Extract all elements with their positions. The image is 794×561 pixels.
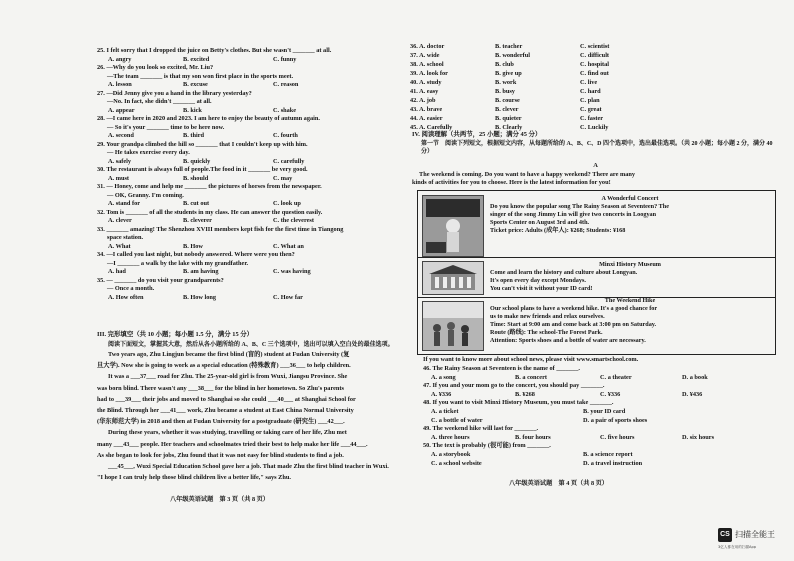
intro-line-1: The weekend is coming. Do you want to have a happy weekend? There are many <box>419 171 636 178</box>
intro-line-2: kinds of activities for you to choose. Here is the latest information for you! <box>412 179 611 186</box>
answer-option: C. funny <box>273 55 297 63</box>
answer-option: A. appear <box>108 106 135 114</box>
ad-line: Ticket price: Adults (成年人): ¥268; Students: ¥168 <box>490 227 626 234</box>
cloze-option: B. wonderful <box>495 52 530 59</box>
question-stem: 35. — _______ do you visit your grandparents? <box>97 276 224 284</box>
answer-option: B. How <box>183 242 203 250</box>
answer-option: D. a pair of sports shoes <box>583 416 648 424</box>
passage-line: was born blind. There wasn't any ___38___ for the blind in her hometown. So Zhu's parents <box>97 384 344 392</box>
answer-option: A. a storybook <box>431 451 471 458</box>
ad-line: Attention: Sports shoes and a bottle of water are necessary. <box>490 337 646 344</box>
cloze-option: B. teacher <box>495 43 523 50</box>
museum-photo <box>422 261 484 295</box>
question-stem: 30. The restaurant is always full of people.The food in it _______ be very good. <box>97 166 308 173</box>
question-stem-line2: space station. <box>107 234 144 241</box>
answer-option: C. five hours <box>600 433 635 441</box>
answer-option: C. shake <box>273 106 297 114</box>
passage-line: Two years ago, Zhu Lingjun became the first blind (盲的) student at Fudan University (复 <box>108 351 350 358</box>
answer-option: A. a ticket <box>431 408 459 415</box>
answer-option: B. a concert <box>515 373 547 381</box>
question-stem: 25. I felt sorry that I dropped the juice on Betty's clothes. But she wasn't _______ at all. <box>97 47 332 54</box>
cloze-option: B. quieter <box>495 115 522 122</box>
question-stem: 47. If you and your mom go to the concert, you should pay _______. <box>423 382 605 390</box>
answer-option: C. carefully <box>273 157 305 165</box>
answer-option: C. fourth <box>273 132 298 139</box>
question-stem-line2: — He takes exercise every day. <box>107 149 190 156</box>
camscanner-tagline: 3亿人都在用的扫描App <box>718 545 757 549</box>
cloze-option: 40. A. study <box>410 79 442 86</box>
question-stem-line2: — Once a month. <box>107 285 155 292</box>
section4-instructions: 第一节 阅读下列短文，根据短文内容，从每题所给的 A、B、C、D 四个选项中，选出最佳选项。（共 20 小题；每小题 2 分，满分 40 分） <box>421 141 773 155</box>
cloze-option: 44. A. easier <box>410 115 443 122</box>
answer-option: B. How long <box>183 293 217 301</box>
answer-option: D. six hours <box>682 433 715 441</box>
question-stem: 28. —I came here in 2020 and 2023. I am here to enjoy the beauty of autumn again. <box>97 115 320 122</box>
camscanner-name: 扫描全能王 <box>735 530 775 539</box>
camscanner-logo: CS <box>718 528 732 542</box>
cloze-option: C. faster <box>580 115 604 122</box>
question-stem: 26. —Why do you look so excited, Mr. Liu? <box>97 64 214 71</box>
ad-line: Sports Center on August 3rd and 4th. <box>490 219 590 226</box>
cloze-option: B. Clearly <box>495 124 523 131</box>
answer-option: C. was having <box>273 268 311 275</box>
answer-option: C. may <box>273 174 293 182</box>
answer-option: D. ¥436 <box>682 390 703 398</box>
answer-option: B. should <box>183 174 209 182</box>
ad-museum <box>490 261 770 293</box>
cloze-option: 41. A. easy <box>410 88 439 95</box>
passage-line: As she began to look for jobs, Zhu found that it was not easy for blind students to find a job. <box>97 451 344 459</box>
passage-line: It was a ___37___ road for Zhu. The 25-year-old girl is from Wuxi, Jiangsu Province. She <box>108 373 348 381</box>
passage-line: During these years, whether it was studying, travelling or taking care of her life, Zhu met <box>108 429 347 437</box>
answer-option: B. excuse <box>183 81 208 88</box>
cloze-option: B. give up <box>495 70 522 77</box>
cloze-option: 42. A. job <box>410 97 436 104</box>
answer-option: A. How often <box>108 293 144 301</box>
answer-option: D. a book <box>682 373 708 381</box>
passage-line: "I hope I can truly help those blind children live a better life," says Zhu. <box>97 474 291 482</box>
ad-line: Our school plans to have a weekend hike. It's a good chance for <box>490 305 658 312</box>
passage-line: 旦大学). Now she is going to work as a special education (特殊教育) ___36___ to help children. <box>97 362 351 370</box>
answer-option: B. am having <box>183 268 219 275</box>
answer-option: C. look up <box>273 200 301 207</box>
ad-line: Route (路线): The school-The Forest Park. <box>490 329 603 336</box>
cloze-option: C. hard <box>580 88 601 95</box>
answer-option: B. a science report <box>583 451 633 458</box>
cloze-option: B. work <box>495 79 517 86</box>
question-stem: 49. The weekend hike will last for _______. <box>423 425 539 433</box>
answer-option: B. cleverer <box>183 217 212 224</box>
answer-option: A. lesson <box>108 81 132 88</box>
question-stem-line2: —I _______ a walk by the lake with my grandfather. <box>107 259 249 267</box>
question-stem-line2: —The team _______ is that my son won first place in the sports meet. <box>107 72 294 80</box>
cloze-option: C. Luckily <box>580 124 609 131</box>
ad-line: You can't visit it without your ID card! <box>490 285 593 292</box>
answer-option: A. three hours <box>431 433 470 441</box>
cloze-option: C. live <box>580 79 598 86</box>
passage-line: the Blind. Through her ___41___ work, Zhu became a student at East China Normal University <box>97 407 354 414</box>
answer-option: B. excited <box>183 55 210 63</box>
cloze-option: C. great <box>580 106 602 113</box>
activity-table <box>417 190 776 355</box>
answer-option: C. the cleverest <box>273 217 314 224</box>
answer-option: A. second <box>108 132 134 139</box>
cloze-option: 36. A. doctor <box>410 43 445 50</box>
website-line: If you want to know more about school news, please visit www.smartschool.com. <box>423 356 639 363</box>
ad-concert <box>490 195 770 235</box>
answer-option: B. four hours <box>515 433 551 441</box>
question-stem: 27. —Did Jenny give you a hand in the library yesterday? <box>97 89 252 97</box>
ad-line: Time: Start at 9:00 am and come back at 3:00 pm on Saturday. <box>490 321 657 328</box>
cloze-option: C. hospital <box>580 61 610 68</box>
answer-option: A. clever <box>108 217 132 224</box>
answer-option: B. third <box>183 132 204 139</box>
cloze-option: C. find out <box>580 70 609 77</box>
answer-option: C. ¥336 <box>600 390 621 398</box>
cloze-option: C. difficult <box>580 52 610 59</box>
page-footer: 八年级英语试题 第 3 页（共 8 页） <box>170 496 269 503</box>
question-stem-line2: —No. In fact, she didn't _______ at all. <box>107 98 212 105</box>
ad-line: singer of the song Jimmy Lin will give two concerts in Loogyan <box>490 211 657 218</box>
question-stem: 46. The Rainy Season at Seventeen is the name of _______. <box>423 365 580 372</box>
ad-hike <box>490 297 770 345</box>
cloze-option: B. clever <box>495 106 519 113</box>
answer-option: B. ¥268 <box>515 390 535 398</box>
answer-option: C. a school website <box>431 459 482 467</box>
answer-option: A. had <box>108 268 126 275</box>
cloze-option: C. plan <box>580 97 600 104</box>
ad-line: It's open every day except Mondays. <box>490 277 586 284</box>
passage-label: A <box>593 162 598 169</box>
cloze-option: 43. A. brave <box>410 106 443 113</box>
question-stem: 33. _______ amazing! The Shenzhou XVIII members kept fish for the first time in Tiangong <box>97 225 344 233</box>
question-stem: 48. If you want to visit Minxi History Museum, you must take _______. <box>423 399 614 407</box>
page-footer: 八年级英语试题 第 4 页（共 8 页） <box>509 480 608 487</box>
right-page <box>397 0 794 561</box>
question-stem: 34. —I called you last night, but nobody answered. Where were you then? <box>97 251 295 258</box>
answer-option: B. cut out <box>183 200 210 207</box>
ad-title: The Weekend Hike <box>604 297 656 304</box>
answer-option: A. a song <box>431 373 456 381</box>
section4-title: IV. 阅读理解（共两节，25 小题；满分 45 分） <box>412 131 542 138</box>
answer-option: C. a bottle of water <box>431 416 483 424</box>
answer-option: A. angry <box>108 55 132 63</box>
ad-line: Come and learn the history and culture about Longyan. <box>490 269 638 276</box>
answer-option: B. kick <box>183 106 202 114</box>
passage-line: had to ___39___ their jobs and moved to Shanghai so she could ___40___ at Shanghai School for <box>97 395 356 403</box>
ad-line: Do you know the popular song The Rainy Season at Seventeen? The <box>490 203 669 210</box>
answer-option: B. quickly <box>183 157 211 165</box>
answer-option: D. a travel instruction <box>583 459 643 467</box>
cloze-option: B. club <box>495 61 514 68</box>
cloze-option: B. course <box>495 97 520 104</box>
section3-title: III. 完形填空（共 10 小题；每小题 1.5 分，满分 15 分） <box>97 331 254 338</box>
passage-line: many ___43___ people. Her teachers and schoolmates tried their best to help make her life ___44___. <box>97 440 368 448</box>
answer-option: C. reason <box>273 81 299 88</box>
answer-option: A. stand for <box>108 200 141 207</box>
cloze-option: 38. A. school <box>410 61 444 68</box>
question-stem: 50. The text is probably (很可能) from _______. <box>423 442 551 450</box>
answer-option: A. must <box>108 174 129 182</box>
hike-photo <box>422 301 484 351</box>
answer-option: C. What an <box>273 242 304 250</box>
answer-option: C. a theater <box>600 373 632 381</box>
question-stem: 29. Your grandpa climbed the hill so _______ that I couldn't keep up with him. <box>97 140 308 148</box>
answer-option: B. your ID card <box>583 408 626 415</box>
cloze-option: 37. A. wide <box>410 52 440 59</box>
question-stem-line2: — So it's your _______ time to be here now. <box>107 123 225 131</box>
cloze-option: C. scientist <box>580 43 610 50</box>
answer-option: A. What <box>108 242 131 250</box>
question-stem: 32. Tom is _______ of all the students in my class. He can answer the question easily. <box>97 208 323 216</box>
passage-line: (华东师范大学) in 2018 and then at Fudan University for a postgraduate (研究生) ___42___. <box>97 418 345 426</box>
ad-line: us to make new friends and relax ourselves. <box>490 313 605 320</box>
cloze-option: 45. A. Carefully <box>410 124 453 131</box>
question-stem: 31. — Honey, come and help me _______ the pictures of horses from the newspaper. <box>97 183 322 190</box>
cloze-option: 39. A. look for <box>410 70 448 77</box>
section3-instructions: 阅读下面短文，掌握其大意，然后从各小题所给的 A、B、C 三个选项中，选出可以填入空白处的最佳选项。 <box>108 342 394 348</box>
question-stem-line2: — OK, Granny. I'm coming. <box>107 191 184 199</box>
cloze-option: B. busy <box>495 88 515 95</box>
ad-title: Minxi History Museum <box>599 261 661 268</box>
concert-photo <box>422 195 484 257</box>
answer-option: A. ¥336 <box>431 390 452 398</box>
ad-title: A Wonderful Concert <box>601 195 659 202</box>
answer-option: C. How far <box>273 293 303 301</box>
passage-line: ___45___, Wuxi Special Education School gave her a job. That made Zhu the first blind teacher in Wuxi. <box>108 463 389 470</box>
answer-option: A. safely <box>108 157 132 165</box>
